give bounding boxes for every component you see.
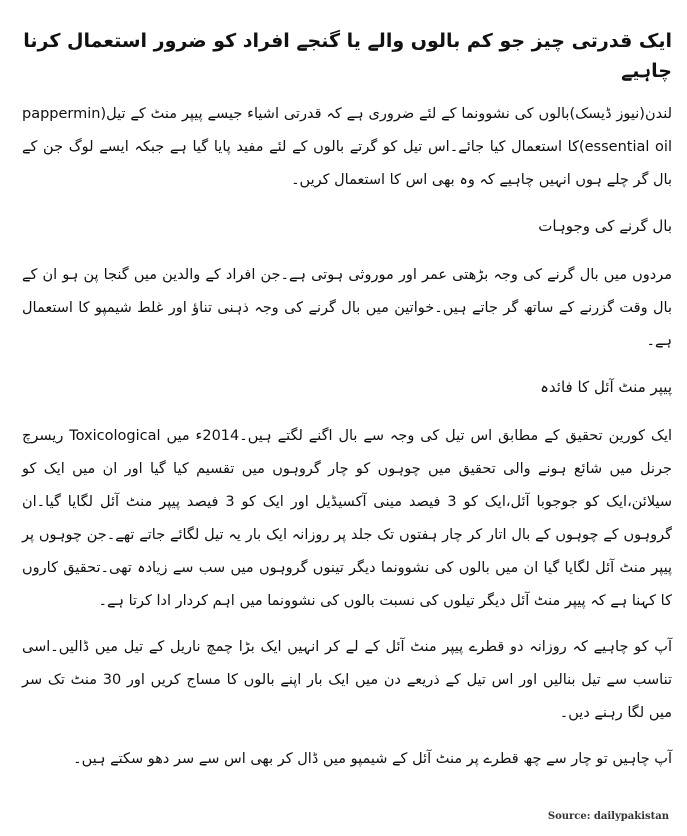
shampoo-paragraph: آپ چاہیں تو چار سے چھ قطرے پر منٹ آئل کے شیمپو میں ڈال کر بھی اس سے سر دھو سکتے ہیں۔ [73, 751, 672, 767]
article-headline: ایک قدرتی چیز جو کم بالوں والے یا گنجے افراد کو ضرور استعمال کرنا چاہیے [23, 30, 672, 82]
causes-paragraph: مردوں میں بال گرنے کی وجہ بڑھتی عمر اور موروثی ہوتی ہے۔جن افراد کے والدین میں گنجا پن ہو ان کے بال وقت گزرنے کے ساتھ گر جاتے ہیں۔خواتین میں بال گرنے کی وجہ ذہنی تناؤ اور غلط شیمپو کا استعمال ہے۔ [22, 267, 672, 349]
intro-paragraph: لندن(نیوز ڈیسک)بالوں کی نشوونما کے لئے ضروری ہے کہ قدرتی اشیاء جیسے پیپر منٹ کے تیل(pappermin essential oil)کا استعمال کیا جائے۔اس تیل کو گرتے بالوں کے لئے مفید پایا گیا ہے جبکہ ایسے لوگ جن کے بال گر چلے ہوں انہیں چاہیے کہ وہ بھی اس کا استعمال کریں۔ [22, 106, 672, 188]
source-credit: Source: dailypakistan [547, 811, 669, 822]
heading-benefit: پیپر منٹ آئل کا فائدہ [540, 378, 672, 396]
heading-causes: بال گرنے کی وجوہات [538, 217, 672, 235]
usage-paragraph: آپ کو چاہیے کہ روزانہ دو قطرے پیپر منٹ آئل کے لے کر انہیں ایک بڑا چمچ ناریل کے تیل میں ڈالیں۔اسی تناسب سے تیل بنالیں اور اس تیل کے ذریعے دن میں ایک بار اپنے بالوں کا مساج کریں اور 30 منٹ تک سر میں لگا رہنے دیں۔ [22, 639, 672, 721]
benefit-paragraph: ایک کورین تحقیق کے مطابق اس تیل کی وجہ سے بال اگنے لگتے ہیں۔2014ء میں Toxicological ریسرچ جرنل میں شائع ہونے والی تحقیق میں چوہوں کو چار گروہوں میں تقسیم کیا گیا اور ان میں ایک کو سیلائن،ایک کو جوجوبا آئل،ایک کو 3 فیصد مینی آکسیڈیل اور ایک کو 3 فیصد پیپر منٹ آئل لگایا گیا۔ان گروہوں کے چوہوں کے بال اتار کر چار ہفتوں تک جلد پر روزانہ ایک بار یہ تیل لگائے جاتے تھے۔جن چوہوں پر پیپر منٹ آئل لگایا گیا ان میں بالوں کی نشوونما دیگر تینوں گروہوں میں سب سے زیادہ تھی۔تحقیق کاروں کا کہنا ہے کہ پیپر منٹ آئل دیگر تیلوں کی نسبت بالوں کی نشوونما میں اہم کردار ادا کرتا ہے۔ [22, 428, 673, 609]
article [22, 26, 672, 789]
